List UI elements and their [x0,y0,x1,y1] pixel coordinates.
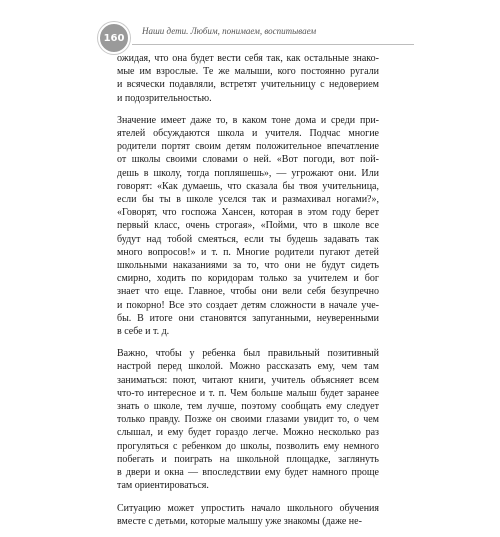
body-text [117,52,379,537]
paragraph [117,52,379,105]
text-line: и всячески подавляли, встретят учительницу с недоверием [117,79,379,91]
header-rule [132,44,414,45]
text-line: знает что еще. Главное, чтобы они вели себя безупречно [117,286,379,298]
text-line: там ориентироваться. [117,480,209,492]
text-line: дешь в школу, тогда попляшешь», — угрожают они. Или [117,167,379,179]
text-line: говорят: «Как думаешь, что сказала бы твоя учительница, [117,180,379,192]
text-line: побегать и поиграть на школьной площадке, заглянуть [117,453,379,465]
text-line: Важно, чтобы у ребенка был правильный позитивный [117,348,379,360]
text-line: и покорно! Все это создает детям сложности в начале уче- [117,299,379,311]
text-line: только правду. Позже он своими глазами увидит то, о чем [117,414,379,426]
page-header [98,22,418,52]
page-number-badge: 160 [98,22,130,54]
text-line: заниматься: поют, читают книги, учитель объясняет всем [117,374,379,386]
text-line: родители портят своим детям положительное впечатление [117,141,379,153]
text-line: мые им взрослые. Те же малыши, кого постоянно ругали [117,66,379,78]
text-line: первый класс, очень строгая», «Пойми, что в школе все [117,220,379,232]
text-line: что-то интересное и т. п. Чем больше малыш будет заранее [117,387,379,399]
paragraph [117,114,379,338]
text-line: и подозрительностью. [117,92,212,104]
text-line: бы. В итоге они становятся запуганными, неуверенными [117,312,379,324]
text-line: слышал, и ему будет гораздо легче. Можно несколько раз [117,427,379,439]
text-line: вместе с детьми, которые малышу уже знакомы (даже не- [117,515,362,527]
paragraph [117,502,379,528]
text-line: «Говорят, что госпожа Хансен, которая в этом году берет [117,207,379,219]
text-line: ятелей обсуждаются школа и учителя. Подчас многие [117,128,379,140]
running-title: Наши дети. Любим, понимаем, воспитываем [142,26,317,36]
text-line: в двери и окна — впоследствии ему будет намного проще [117,467,379,479]
text-line: настрой перед школой. Можно рассказать ему, чем там [117,361,379,373]
paragraph [117,347,379,492]
text-line: от школы своими словами о ней. «Вот погоди, вот пой- [117,154,379,166]
text-line: в себе и т. д. [117,326,170,338]
text-line: ожидая, что она будет вести себя так, как остальные знако- [117,53,379,64]
text-line: прогуляться с ребенком до школы, позволить ему немного [117,440,379,452]
text-line: школьными наказаниями за то, что они не будут сидеть [117,260,379,272]
text-line: если бы ты в школе уселся так и размахивал ногами?», [117,194,379,206]
text-line: смирно, ходить по коридорам только за учителем и бог [117,273,379,285]
text-line: знать о школе, тем лучше, поэтому сообщать ему следует [117,401,379,413]
text-line: Значение имеет даже то, в каком тоне дома и среди при- [117,114,379,126]
text-line: много вопросов!» и т. п. Многие родители пугают детей [117,246,379,258]
text-line: Ситуацию может упростить начало школьного обучения [117,502,379,514]
text-line: будут над тобой смеяться, если ты будешь задавать так [117,233,379,245]
